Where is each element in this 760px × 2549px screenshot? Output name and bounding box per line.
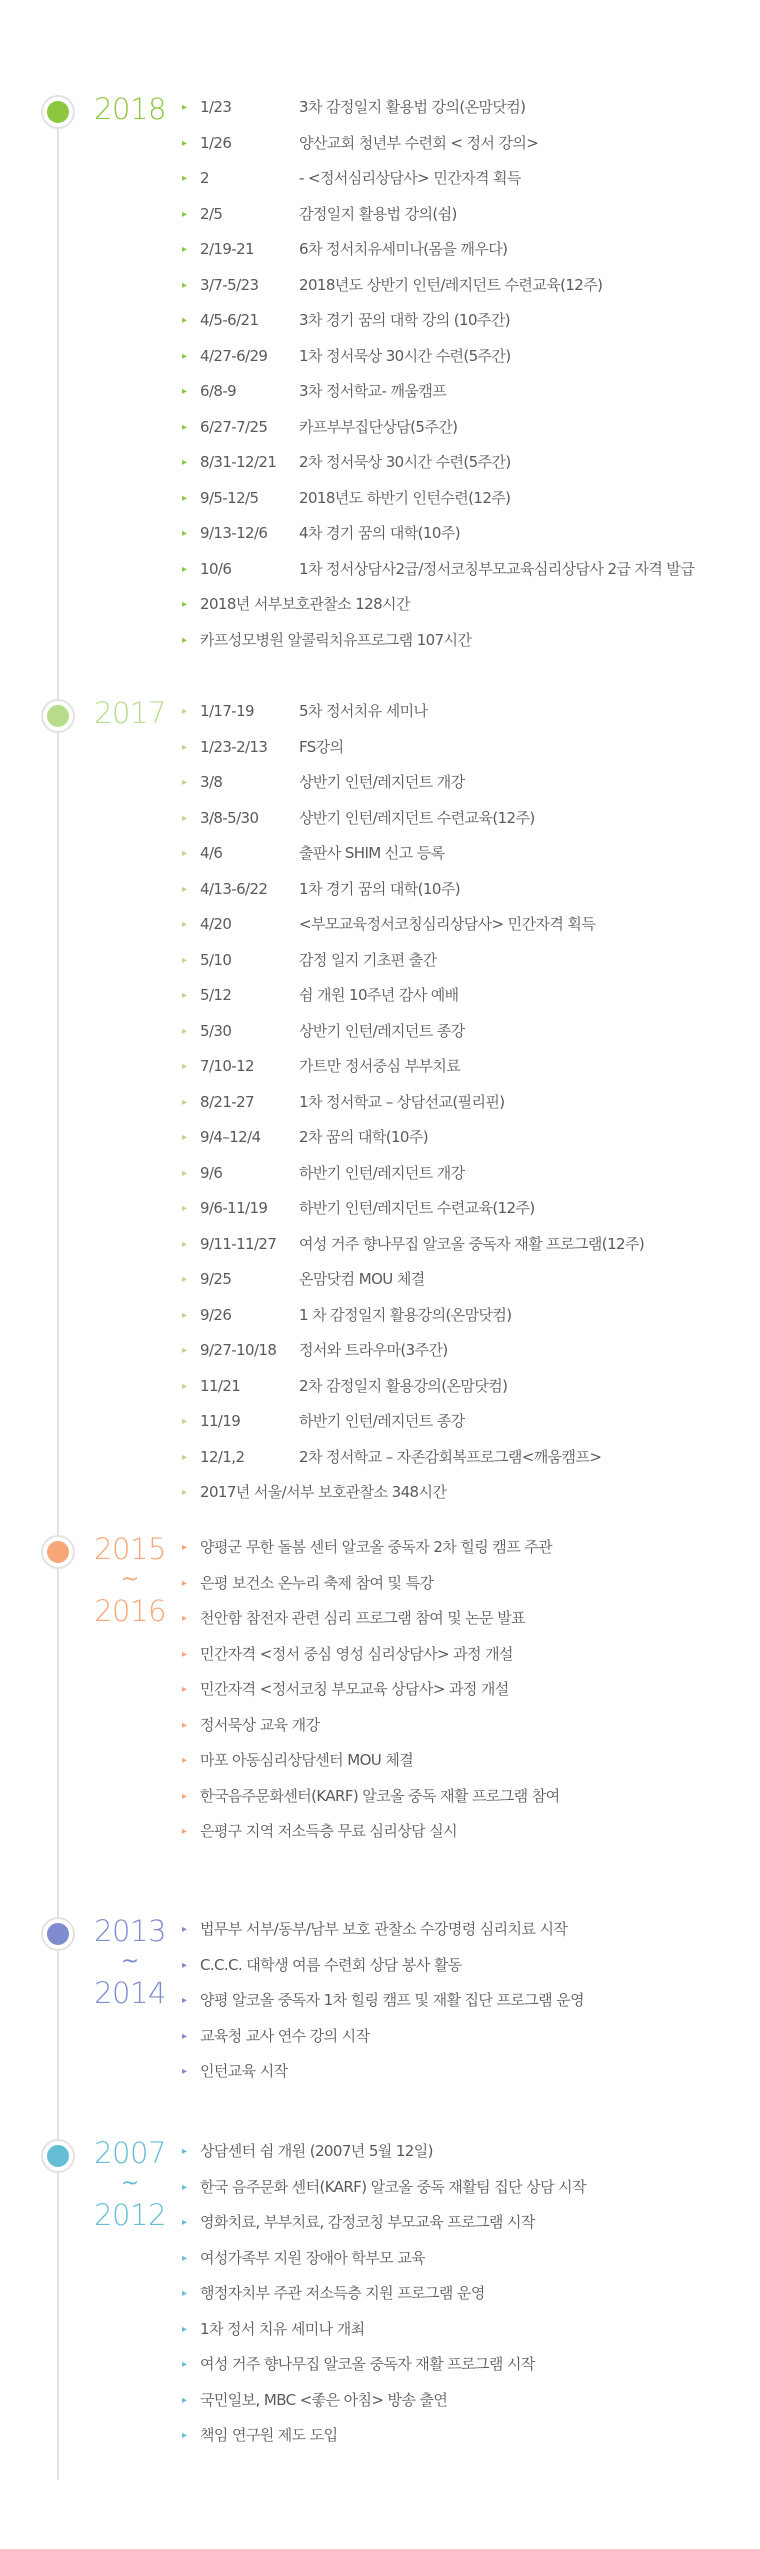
bullet-arrow-icon: ▸: [182, 563, 187, 575]
event-description: 여성가족부 지원 장애아 학부모 교육: [200, 2248, 426, 2267]
bullet-arrow-icon: ▸: [182, 421, 187, 433]
event-item: [182, 1156, 752, 1192]
event-item: [182, 1440, 752, 1476]
event-description: 여성 거주 향나무집 알코올 중독자 재활 프로그램 시작: [200, 2355, 535, 2373]
bullet-arrow-icon: ▸: [182, 1684, 187, 1695]
event-list: [182, 2134, 752, 2454]
event-item: [182, 1566, 752, 1602]
event-date: 1/26: [200, 133, 232, 152]
event-description: <부모교육정서코칭심리상담사> 민간자격 획득: [299, 915, 596, 933]
event-description: 2018년도 상반기 인턴/레지던트 수련교육(12주): [299, 275, 603, 294]
bullet-arrow-icon: ▸: [182, 315, 187, 326]
event-description: 행정자치부 주관 저소득층 지원 프로그램 운영: [200, 2284, 485, 2302]
event-description: 교육청 교사 연수 강의 시작: [200, 2026, 370, 2045]
event-item: [182, 481, 752, 517]
event-date: 8/21-27: [200, 1092, 254, 1111]
event-item: [182, 410, 752, 446]
event-item: [182, 1049, 752, 1085]
period-year: 2014: [94, 1976, 166, 2010]
event-date: 1/23-2/13: [200, 737, 268, 756]
event-item: [182, 1708, 752, 1744]
bullet-arrow-icon: ▸: [182, 990, 187, 1001]
event-date: 2/19-21: [200, 240, 254, 258]
event-description: 상반기 인턴/레지던트 개강: [299, 773, 465, 791]
timeline-dot-icon: [43, 1537, 73, 1567]
bullet-arrow-icon: ▸: [182, 634, 187, 646]
bullet-arrow-icon: ▸: [182, 1487, 187, 1498]
bullet-arrow-icon: ▸: [182, 1061, 187, 1072]
bullet-arrow-icon: ▸: [182, 883, 187, 895]
event-description: 상담센터 쉼 개원 (2007년 5월 12일): [200, 2142, 433, 2160]
event-item: [182, 445, 752, 481]
event-item: [182, 374, 752, 410]
event-list: [182, 1530, 752, 1850]
year-range-tilde: ~: [120, 2171, 140, 2196]
bullet-arrow-icon: ▸: [182, 1309, 187, 1321]
event-date: 2: [200, 169, 209, 187]
bullet-arrow-icon: ▸: [182, 1025, 187, 1037]
bullet-arrow-icon: ▸: [182, 279, 187, 291]
event-item: [182, 126, 752, 162]
event-item: [182, 1191, 752, 1227]
event-description: C.C.C. 대학생 여름 수련회 상담 봉사 활동: [200, 1955, 462, 1974]
event-description: 마포 아동심리상담센터 MOU 체결: [200, 1751, 414, 1769]
event-item: [182, 1369, 752, 1405]
bullet-arrow-icon: ▸: [182, 954, 187, 966]
event-description: 감정 일지 기초편 출간: [299, 950, 437, 969]
event-date: 5/12: [200, 986, 232, 1004]
bullet-arrow-icon: ▸: [182, 102, 187, 113]
period-years: [80, 2134, 180, 2234]
event-description: 민간자격 <정서코칭 부모교육 상담사> 과정 개설: [200, 1680, 509, 1698]
bullet-arrow-icon: ▸: [182, 1826, 187, 1837]
bullet-arrow-icon: ▸: [182, 244, 187, 255]
event-description: 6차 정서치유세미나(몸을 깨우다): [299, 240, 508, 258]
event-description: 은평구 지역 저소득층 무료 심리상담 실시: [200, 1822, 457, 1840]
event-description: 1차 경기 꿈의 대학(10주): [299, 879, 460, 898]
event-description: 2차 감정일지 활용강의(온맘닷컴): [299, 1376, 508, 1395]
event-item: [182, 2312, 752, 2348]
event-description: 카프부부집단상담(5주간): [299, 417, 458, 436]
event-date: 6/8-9: [200, 382, 237, 400]
event-description: 하반기 인턴/레지던트 수련교육(12주): [299, 1199, 535, 1217]
bullet-arrow-icon: ▸: [182, 1613, 187, 1624]
event-date: 2/5: [200, 204, 223, 223]
event-item: [182, 303, 752, 339]
event-description: 국민일보, MBC <좋은 아침> 방송 출연: [200, 2390, 448, 2409]
event-description: 하반기 인턴/레지던트 개강: [299, 1163, 465, 1182]
event-item: [182, 1530, 752, 1566]
event-description: 출판사 SHIM 신고 등록: [299, 844, 445, 862]
event-date: 5/10: [200, 950, 232, 969]
event-description: 2018년도 하반기 인턴수련(12주): [299, 488, 511, 507]
event-description: 천안함 참전자 관련 심리 프로그램 참여 및 논문 발표: [200, 1609, 526, 1627]
event-description: 한국음주문화센터(KARF) 알코올 중독 재활 프로그램 참여: [200, 1786, 560, 1805]
event-item: [182, 2347, 752, 2383]
event-item: [182, 587, 752, 623]
bullet-arrow-icon: ▸: [182, 2323, 187, 2335]
period-year: 2016: [94, 1594, 166, 1628]
event-description: 4차 경기 꿈의 대학(10주): [299, 524, 460, 542]
event-description: 양평 알코올 중독자 1차 힐링 캠프 및 재활 집단 프로그램 운영: [200, 1991, 584, 2009]
event-date: 4/13-6/22: [200, 879, 268, 898]
bullet-arrow-icon: ▸: [182, 1959, 187, 1971]
bullet-arrow-icon: ▸: [182, 2430, 187, 2441]
bullet-arrow-icon: ▸: [182, 919, 187, 930]
bullet-arrow-icon: ▸: [182, 1416, 187, 1427]
event-list: [182, 694, 752, 1511]
event-item: [182, 516, 752, 552]
event-item: [182, 1637, 752, 1673]
event-description: 3차 경기 꿈의 대학 강의 (10주간): [299, 311, 510, 329]
event-item: [182, 1085, 752, 1121]
event-description: 2018년 서부보호관찰소 128시간: [200, 595, 410, 613]
event-item: [182, 2205, 752, 2241]
bullet-arrow-icon: ▸: [182, 528, 187, 539]
event-description: - <정서심리상담사> 민간자격 획득: [299, 169, 521, 187]
bullet-arrow-icon: ▸: [182, 492, 187, 504]
event-description: 양평군 무한 돌봄 센터 알코올 중독자 2차 힐링 캠프 주관: [200, 1538, 553, 1556]
timeline-dot-icon: [43, 97, 73, 127]
event-date: 1/23: [200, 98, 232, 116]
event-item: [182, 2241, 752, 2277]
event-item: [182, 730, 752, 766]
event-description: 5차 정서치유 세미나: [299, 702, 428, 720]
event-description: 3차 정서학교- 깨움캠프: [299, 382, 447, 400]
event-item: [182, 1743, 752, 1779]
bullet-arrow-icon: ▸: [182, 848, 187, 859]
event-item: [182, 872, 752, 908]
bullet-arrow-icon: ▸: [182, 1238, 187, 1250]
bullet-arrow-icon: ▸: [182, 1096, 187, 1108]
event-description: 온맘닷컴 MOU 체결: [299, 1270, 425, 1288]
event-date: 9/5-12/5: [200, 488, 259, 507]
event-item: [182, 268, 752, 304]
bullet-arrow-icon: ▸: [182, 1451, 187, 1463]
event-item: [182, 197, 752, 233]
bullet-arrow-icon: ▸: [182, 2288, 187, 2299]
event-date: 9/6-11/19: [200, 1199, 268, 1217]
event-date: 1/17-19: [200, 702, 254, 720]
timeline-dot-icon: [43, 2141, 73, 2171]
event-item: [182, 765, 752, 801]
event-list: [182, 90, 752, 658]
event-date: 6/27-7/25: [200, 417, 268, 436]
bullet-arrow-icon: ▸: [182, 1203, 187, 1214]
event-item: [182, 1227, 752, 1263]
event-item: [182, 943, 752, 979]
event-description: 정서와 트라우마(3주간): [299, 1341, 448, 1359]
bullet-arrow-icon: ▸: [182, 599, 187, 610]
event-description: 상반기 인턴/레지던트 종강: [299, 1021, 465, 1040]
event-description: 2차 정서묵상 30시간 수련(5주간): [299, 453, 511, 471]
bullet-arrow-icon: ▸: [182, 1345, 187, 1356]
bullet-arrow-icon: ▸: [182, 1542, 187, 1553]
event-description: 1차 정서묵상 30시간 수련(5주간): [299, 346, 511, 365]
event-item: [182, 1912, 752, 1948]
bullet-arrow-icon: ▸: [182, 208, 187, 220]
event-item: [182, 907, 752, 943]
bullet-arrow-icon: ▸: [182, 2146, 187, 2157]
bullet-arrow-icon: ▸: [182, 1995, 187, 2006]
event-item: [182, 2019, 752, 2055]
event-description: 여성 거주 향나무집 알코올 중독자 재활 프로그램(12주): [299, 1234, 645, 1253]
bullet-arrow-icon: ▸: [182, 1132, 187, 1143]
event-item: [182, 1404, 752, 1440]
year-range-tilde: ~: [120, 1949, 140, 1974]
event-item: [182, 2170, 752, 2206]
event-item: [182, 2054, 752, 2090]
period-year: 2017: [94, 696, 166, 730]
bullet-arrow-icon: ▸: [182, 777, 187, 788]
event-description: 한국 음주문화 센터(KARF) 알코올 중독 재활팀 집단 상담 시작: [200, 2177, 586, 2196]
period-year: 2018: [94, 92, 166, 126]
event-description: 쉼 개원 10주년 감사 예배: [299, 986, 459, 1004]
event-date: 3/8: [200, 773, 223, 791]
timeline-line: [57, 95, 59, 2480]
event-date: 10/6: [200, 559, 232, 578]
event-description: 인턴교육 시작: [200, 2062, 288, 2080]
event-date: 9/26: [200, 1305, 232, 1324]
event-item: [182, 1672, 752, 1708]
bullet-arrow-icon: ▸: [182, 1719, 187, 1731]
event-date: 8/31-12/21: [200, 453, 277, 471]
event-item: [182, 1948, 752, 1984]
bullet-arrow-icon: ▸: [182, 1167, 187, 1179]
event-description: 카프성모병원 알콜릭치유프로그램 107시간: [200, 630, 472, 649]
event-description: 2017년 서울/서부 보호관찰소 348시간: [200, 1483, 447, 1501]
bullet-arrow-icon: ▸: [182, 2181, 187, 2193]
event-item: [182, 90, 752, 126]
event-date: 7/10-12: [200, 1057, 254, 1075]
event-description: 2차 정서학교 – 자존감회복프로그램<깨움캠프>: [299, 1447, 602, 1466]
event-description: 1차 정서 치유 세미나 개최: [200, 2319, 365, 2338]
event-date: 3/8-5/30: [200, 808, 259, 827]
event-item: [182, 1014, 752, 1050]
event-date: 3/7-5/23: [200, 275, 259, 294]
event-item: [182, 1262, 752, 1298]
period-year: 2007: [94, 2136, 166, 2170]
event-item: [182, 2276, 752, 2312]
timeline-dot-icon: [43, 701, 73, 731]
year-range-tilde: ~: [120, 1567, 140, 1592]
event-date: 9/6: [200, 1163, 223, 1182]
event-description: 영화치료, 부부치료, 감정코칭 부모교육 프로그램 시작: [200, 2213, 535, 2231]
period-years: [80, 694, 180, 732]
bullet-arrow-icon: ▸: [182, 1790, 187, 1802]
event-description: 감정일지 활용법 강의(쉼): [299, 204, 457, 223]
bullet-arrow-icon: ▸: [182, 1380, 187, 1392]
event-description: 상반기 인턴/레지던트 수련교육(12주): [299, 808, 535, 827]
period-years: [80, 1912, 180, 2012]
event-description: 은평 보건소 온누리 축제 참여 및 특강: [200, 1573, 434, 1592]
event-item: [182, 232, 752, 268]
event-item: [182, 339, 752, 375]
bullet-arrow-icon: ▸: [182, 457, 187, 468]
bullet-arrow-icon: ▸: [182, 706, 187, 717]
event-item: [182, 1779, 752, 1815]
event-item: [182, 1475, 752, 1511]
event-description: 1차 정서상담사2급/정서코칭부모교육심리상담사 2급 자격 발급: [299, 559, 695, 578]
event-item: [182, 2383, 752, 2419]
event-description: 3차 감정일지 활용법 강의(온맘닷컴): [299, 98, 526, 116]
event-description: 정서묵상 교육 개강: [200, 1715, 320, 1734]
period-year: 2013: [94, 1914, 166, 1948]
event-description: 법무부 서부/동부/남부 보호 관찰소 수강명령 심리치료 시작: [200, 1920, 568, 1938]
bullet-arrow-icon: ▸: [182, 386, 187, 397]
event-item: [182, 1601, 752, 1637]
event-date: 5/30: [200, 1021, 232, 1040]
event-item: [182, 1333, 752, 1369]
bullet-arrow-icon: ▸: [182, 2217, 187, 2228]
event-description: 2차 꿈의 대학(10주): [299, 1128, 429, 1146]
period-years: [80, 1530, 180, 1630]
event-date: 11/21: [200, 1376, 241, 1395]
event-item: [182, 1120, 752, 1156]
event-item: [182, 623, 752, 659]
event-date: 9/13-12/6: [200, 524, 268, 542]
timeline-dot-icon: [43, 1919, 73, 1949]
event-date: 9/11-11/27: [200, 1234, 277, 1253]
event-date: 9/4–12/4: [200, 1128, 261, 1146]
bullet-arrow-icon: ▸: [182, 2030, 187, 2042]
bullet-arrow-icon: ▸: [182, 1577, 187, 1589]
bullet-arrow-icon: ▸: [182, 173, 187, 184]
event-date: 4/5-6/21: [200, 311, 259, 329]
event-date: 12/1,2: [200, 1447, 245, 1466]
bullet-arrow-icon: ▸: [182, 1274, 187, 1285]
bullet-arrow-icon: ▸: [182, 2066, 187, 2077]
event-item: [182, 2418, 752, 2454]
event-list: [182, 1912, 752, 2090]
event-description: 1차 정서학교 – 상담선교(필리핀): [299, 1092, 505, 1111]
bullet-arrow-icon: ▸: [182, 2394, 187, 2406]
event-item: [182, 978, 752, 1014]
bullet-arrow-icon: ▸: [182, 1648, 187, 1660]
event-description: 1 차 감정일지 활용강의(온맘닷컴): [299, 1305, 512, 1324]
event-item: [182, 1983, 752, 2019]
bullet-arrow-icon: ▸: [182, 2252, 187, 2264]
event-description: 책임 연구원 제도 도입: [200, 2426, 338, 2444]
event-description: 민간자격 <정서 중심 영성 심리상담사> 과정 개설: [200, 1644, 513, 1663]
event-date: 11/19: [200, 1412, 241, 1430]
event-item: [182, 836, 752, 872]
event-date: 4/6: [200, 844, 223, 862]
event-description: FS강의: [299, 737, 344, 756]
event-item: [182, 2134, 752, 2170]
event-description: 양산교회 청년부 수련회 < 정서 강의>: [299, 133, 539, 152]
event-date: 4/20: [200, 915, 232, 933]
event-item: [182, 1814, 752, 1850]
bullet-arrow-icon: ▸: [182, 812, 187, 824]
bullet-arrow-icon: ▸: [182, 350, 187, 362]
event-date: 9/25: [200, 1270, 232, 1288]
bullet-arrow-icon: ▸: [182, 2359, 187, 2370]
bullet-arrow-icon: ▸: [182, 137, 187, 149]
period-year: 2015: [94, 1532, 166, 1566]
event-date: 9/27-10/18: [200, 1341, 277, 1359]
event-description: 하반기 인턴/레지던트 종강: [299, 1412, 465, 1430]
period-years: [80, 90, 180, 128]
event-item: [182, 801, 752, 837]
event-item: [182, 161, 752, 197]
bullet-arrow-icon: ▸: [182, 1924, 187, 1935]
event-item: [182, 552, 752, 588]
event-item: [182, 1298, 752, 1334]
bullet-arrow-icon: ▸: [182, 741, 187, 753]
period-year: 2012: [94, 2198, 166, 2232]
event-description: 가트만 정서중심 부부치료: [299, 1057, 461, 1075]
event-date: 4/27-6/29: [200, 346, 268, 365]
event-item: [182, 694, 752, 730]
bullet-arrow-icon: ▸: [182, 1755, 187, 1766]
